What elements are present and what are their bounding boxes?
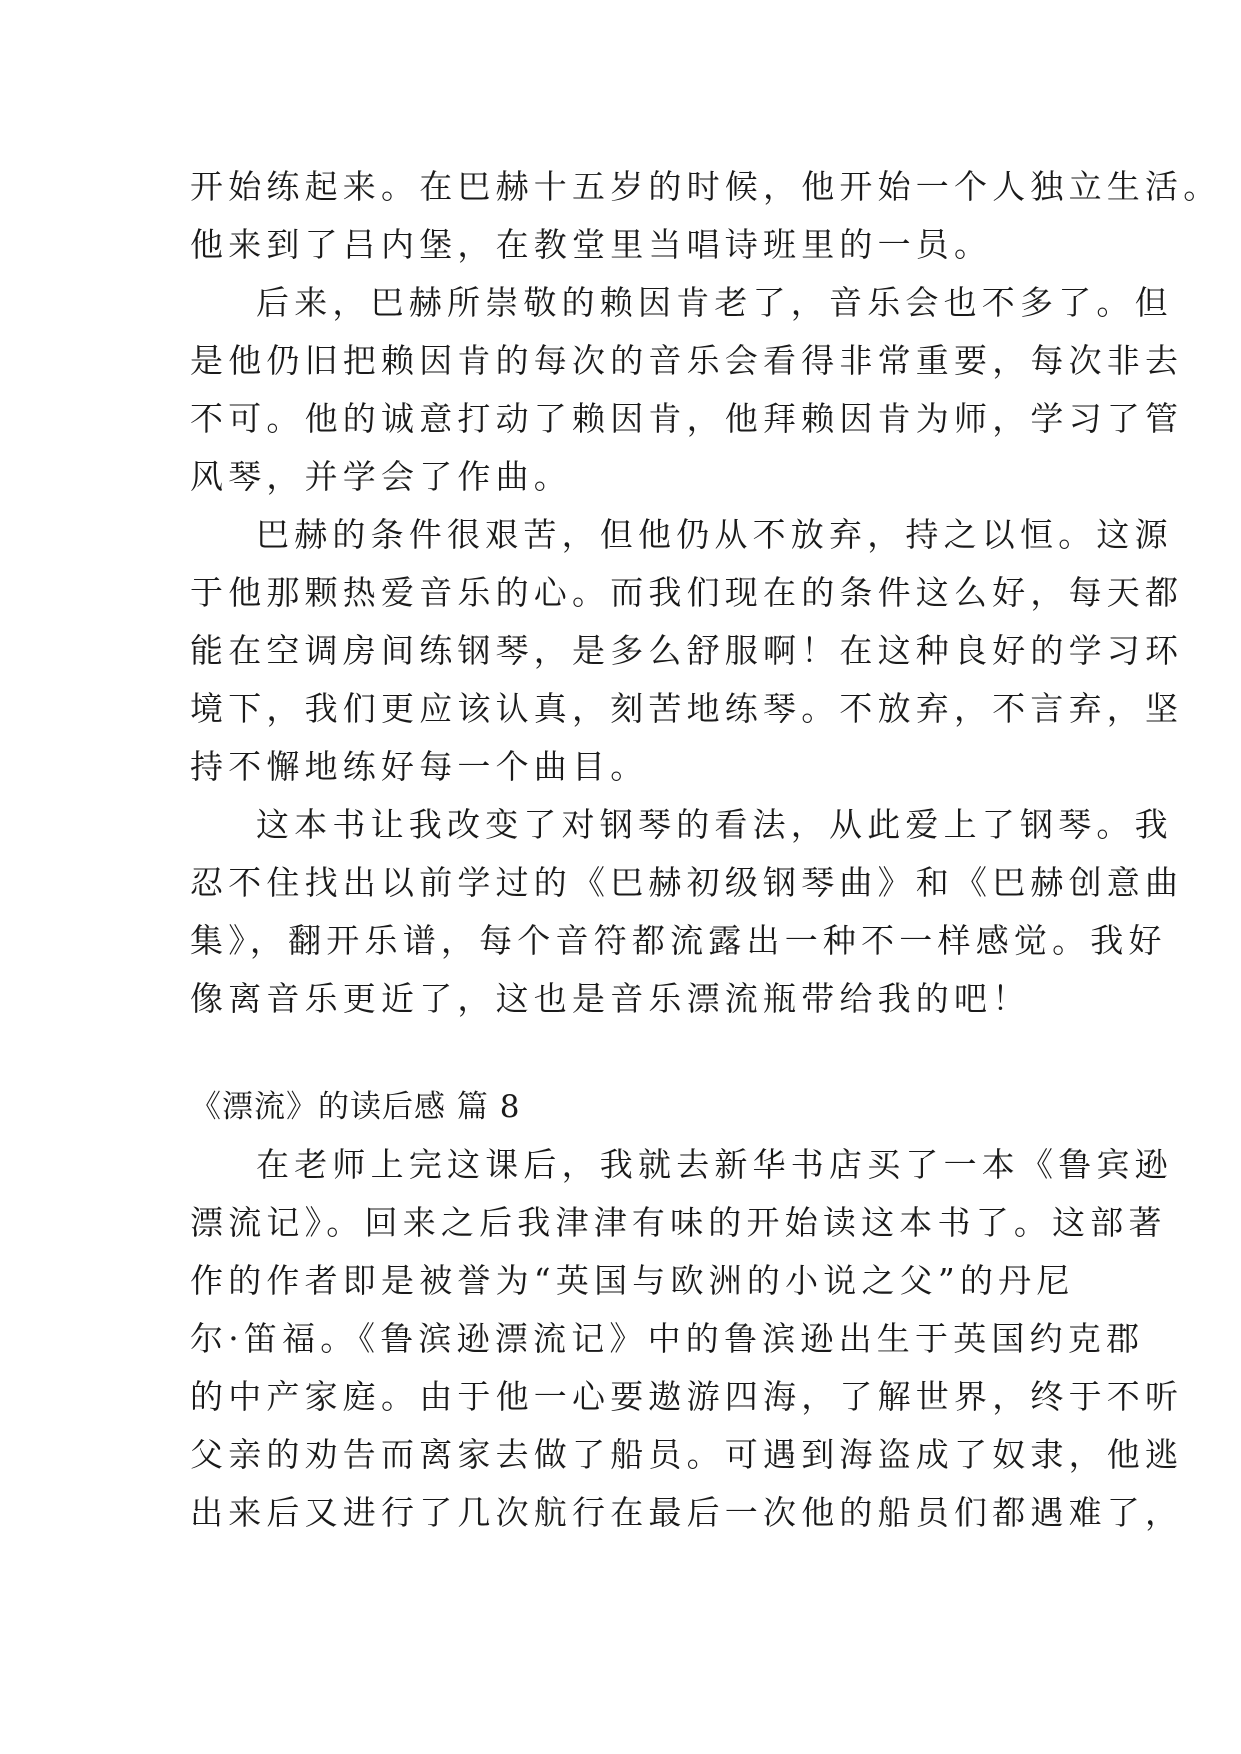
text-line: 后来，巴赫所崇敬的赖因肯老了，音乐会也不多了。但 [256,283,1173,322]
text-line: 这本书让我改变了对钢琴的看法，从此爱上了钢琴。我 [256,805,1173,844]
text-line: 境下，我们更应该认真，刻苦地练琴。不放弃，不言弃，坚 [190,689,1184,728]
paragraph [190,1136,1184,1542]
text-line: 巴赫的条件很艰苦，但他仍从不放弃，持之以恒。这源 [256,515,1173,554]
text-line: 像离音乐更近了，这也是音乐漂流瓶带给我的吧！ [190,979,1031,1018]
paragraph [190,506,1184,796]
section-gap [190,1028,1062,1078]
text-line: 持不懈地练好每一个曲目。 [190,747,649,786]
text-line: 出来后又进行了几次航行在最后一次他的船员们都遇难了， [190,1493,1184,1532]
text-line: 作的作者即是被誉为“英国与欧洲的小说之父”的丹尼 [190,1261,1075,1300]
text-line: 于他那颗热爱音乐的心。而我们现在的条件这么好，每天都 [190,573,1184,612]
paragraph [190,274,1184,506]
text-line: 的中产家庭。由于他一心要遨游四海，了解世界，终于不听 [190,1377,1184,1416]
document-body [190,158,1222,1542]
text-line: 他来到了吕内堡，在教堂里当唱诗班里的一员。 [190,225,993,264]
text-line: 忍不住找出以前学过的《巴赫初级钢琴曲》和《巴赫创意曲 [190,863,1184,902]
paragraph [190,796,1184,1028]
text-line: 不可。他的诚意打动了赖因肯，他拜赖因肯为师，学习了管 [190,399,1184,438]
text-line: 在老师上完这课后，我就去新华书店买了一本《鲁宾逊 [256,1145,1173,1184]
text-line: 开始练起来。在巴赫十五岁的时候，他开始一个人独立生活。 [190,167,1222,206]
text-line: 是他仍旧把赖因肯的每次的音乐会看得非常重要，每次非去 [190,341,1184,380]
text-line: 尔·笛福。《鲁滨逊漂流记》中的鲁滨逊出生于英国约克郡 [190,1319,1145,1358]
text-line: 漂流记》。回来之后我津津有味的开始读这本书了。这部著 [190,1203,1167,1242]
text-line: 风琴，并学会了作曲。 [190,457,572,496]
text-line: 能在空调房间练钢琴，是多么舒服啊！在这种良好的学习环 [190,631,1184,670]
paragraph [190,158,1222,274]
text-line: 父亲的劝告而离家去做了船员。可遇到海盗成了奴隶，他逃 [190,1435,1184,1474]
section-heading: 《漂流》的读后感 篇 8 [190,1089,521,1125]
text-line: 集》，翻开乐谱，每个音符都流露出一种不一样感觉。我好 [190,921,1167,960]
